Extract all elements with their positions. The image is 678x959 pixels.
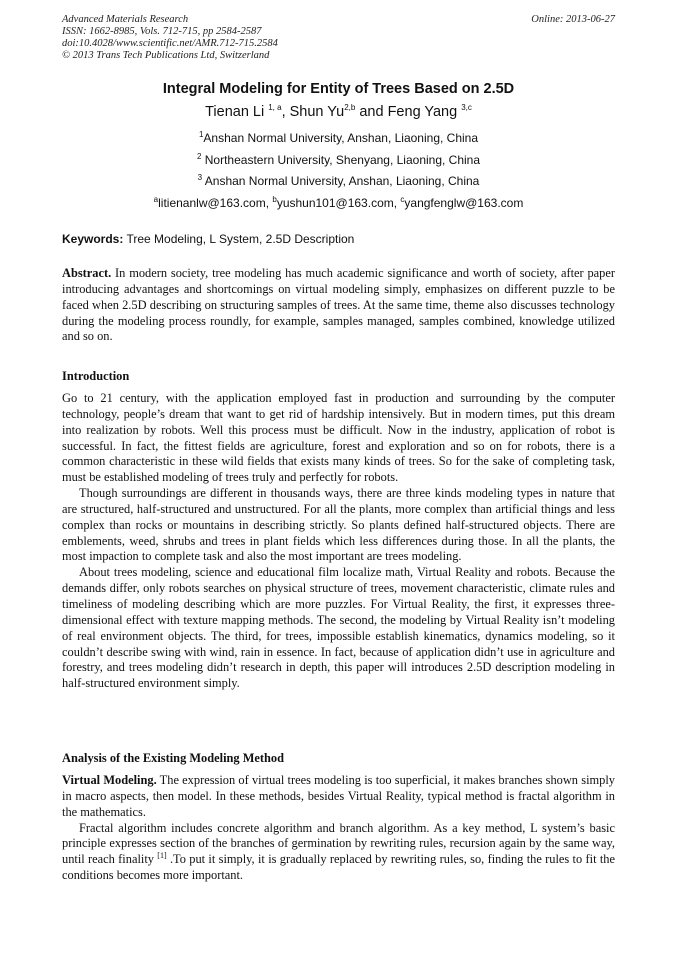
author-name: , Shun Yu — [281, 104, 345, 120]
paragraph — [62, 821, 615, 884]
email-address: yushun101@163.com, — [276, 196, 401, 210]
affiliation — [62, 153, 615, 167]
email-superscript: b — [272, 195, 277, 204]
email-superscript: c — [400, 195, 405, 204]
journal-name: Advanced Materials Research — [62, 14, 189, 25]
email-line — [62, 196, 615, 210]
affiliation-text: Anshan Normal University, Anshan, Liaoning, China — [202, 174, 480, 188]
journal-header — [62, 14, 615, 62]
analysis-body — [62, 773, 615, 884]
paragraph-text: Fractal algorithm includes concrete algorithm and branch algorithm. As a key method, L system’s basic principle expresses section of the branches of germination by rewriting rules, recursion again by the same way, until reach finality — [62, 820, 615, 867]
author-superscript: 3,c — [461, 103, 472, 113]
author-line — [62, 104, 615, 120]
email-address: litienanlw@163.com, — [158, 196, 273, 210]
paragraph: Though surroundings are different in thousands ways, there are three kinds modeling types in nature that are structured, half-structured and unstructured. For all the plants, more complex than artificial things and less complex than rocks or mountains in describing strictly. So plants defined half-structured objects. There are emblements, weed, shrubs and trees in plant fields which less differences during those. In all the plants, the most impaction to complete task and also the most important are trees modeling. — [62, 486, 615, 564]
paragraph — [62, 773, 615, 821]
author-name: and Feng Yang — [355, 104, 462, 120]
subsection-label: Virtual Modeling. — [62, 773, 157, 787]
abstract-label: Abstract. — [62, 266, 112, 280]
affiliation-text: Anshan Normal University, Anshan, Liaoning, China — [203, 131, 479, 145]
abstract-text: In modern society, tree modeling has much academic significance and worth of society, after paper introducing advantages and shortcomings on virtual modeling simply, emphasizes on different puzzle to be faced when 2.5D describing on structuring samples of trees. At the same time, theme also discusses technology during the modeling process roundly, for example, samples managed, samples combined, knowledge utilized and so on. — [62, 266, 615, 344]
issn-line: ISSN: 1662-8985, Vols. 712-715, pp 2584-2587 — [62, 26, 262, 37]
abstract-paragraph — [62, 266, 615, 345]
citation-ref: [1] — [157, 851, 167, 861]
paragraph-text: The expression of virtual trees modeling is too superficial, it makes branches shown simply in macro aspects, then model. In these methods, besides Virtual Reality, typical method is fractal algorithm in the mathematics. — [62, 773, 615, 819]
keywords-label: Keywords: — [62, 232, 124, 246]
affiliation — [62, 131, 615, 145]
author-name: Tienan Li — [205, 104, 269, 120]
copyright-line: © 2013 Trans Tech Publications Ltd, Switzerland — [62, 50, 270, 61]
paragraph: Go to 21 century, with the application employed fast in production and surrounding by the computer technology, people’s dream that want to get rid of hardship intensively. But in modern times, put this dream into realization by robots. Well this process must be difficult. Now in the industry, application of robot is successful. In fact, the fittest fields are agriculture, forest and exploration and so on for robots, there is a common characteristic in these wild fields that exists many kinds of trees. So for the sake of completing task, must be established modeling of trees truly and perfectly for robots. — [62, 391, 615, 485]
affiliation-superscript: 1 — [198, 130, 204, 139]
author-superscript: 1, a — [268, 103, 282, 113]
introduction-body — [62, 391, 615, 692]
affiliation — [62, 174, 615, 188]
email-address: yangfenglw@163.com — [404, 196, 524, 210]
doi-line: doi:10.4028/www.scientific.net/AMR.712-715.2584 — [62, 38, 278, 49]
section-heading-introduction: Introduction — [62, 369, 130, 383]
author-superscript: 2,b — [344, 103, 356, 113]
paragraph: About trees modeling, science and educational film localize math, Virtual Reality and robots. Because the demands differ, only robots searches on physical structure of trees, movement characteristic, climate rules and timeliness of modeling describing which are more puzzles. For Virtual Reality, the first, it expresses three-dimensional effect with texture mapping methods. The second, the modeling by Virtual Reality isn’t modeling of real environment objects. The third, for trees, impossible establish kinematics, dynamics modeling, so it couldn’t describe swing with wind, rain in essence. In fact, because of application didn’t use in agriculture and forestry, and trees modeling didn’t research in depth, this paper will introduces 2.5D description modeling in half-structured environment simply. — [62, 565, 615, 691]
online-date: Online: 2013-06-27 — [531, 14, 615, 25]
paragraph-text: .To put it simply, it is gradually replaced by rewriting rules, so, finding the rules to fit the conditions becomes more important. — [62, 852, 615, 883]
paper-title: Integral Modeling for Entity of Trees Based on 2.5D — [162, 81, 515, 97]
affiliation-superscript: 3 — [197, 173, 203, 182]
affiliation-superscript: 2 — [196, 152, 202, 161]
keywords-text: Tree Modeling, L System, 2.5D Description — [123, 232, 355, 246]
section-heading-analysis: Analysis of the Existing Modeling Method — [62, 751, 285, 765]
keywords-line — [62, 232, 615, 246]
affiliation-text: Northeastern University, Shenyang, Liaoning, China — [201, 153, 481, 167]
email-superscript: a — [153, 195, 159, 204]
